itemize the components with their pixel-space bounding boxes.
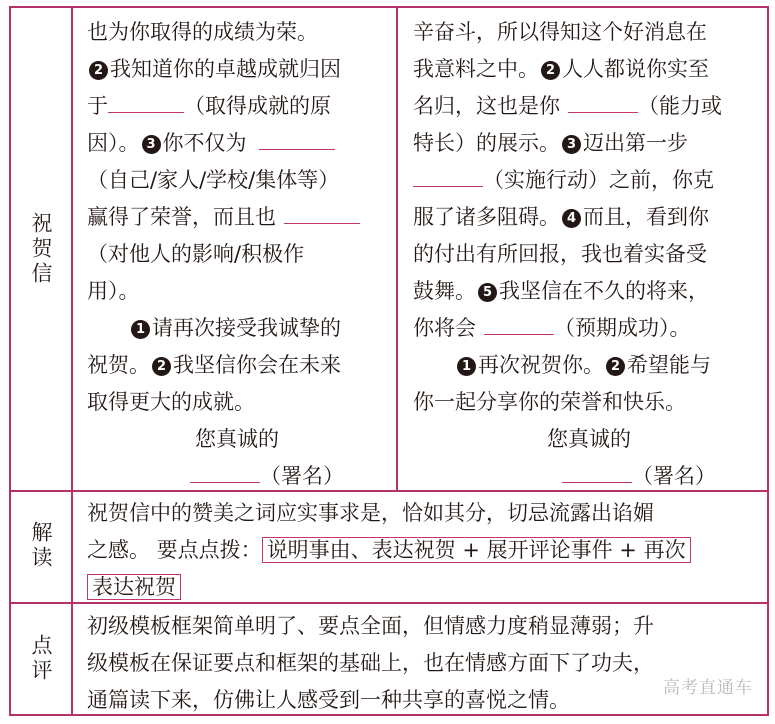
closing-line: 您真诚的 xyxy=(195,427,279,451)
fill-in-blank xyxy=(413,168,483,187)
text-line: 之感。 要点点拨： 说明事由、表达祝贺 + 展开评论事件 + 再次 xyxy=(87,532,767,569)
step-number-badge: 1 xyxy=(457,357,476,376)
key-points-highlight: 表达祝贺 xyxy=(87,574,181,600)
text-line: 特长）的展示。 3 迈出第一步 xyxy=(413,131,688,155)
watermark: 高考直通车 xyxy=(663,678,753,698)
text-line: 名归，这也是你 （能力或 xyxy=(413,94,722,118)
text-line: 级模板在保证要点和框架的基础上，也在情感方面下了功夫， xyxy=(87,651,654,675)
comment-text xyxy=(87,608,767,719)
text-line: 辛奋斗，所以得知这个好消息在 xyxy=(413,20,707,44)
text-line: 你一起分享你的荣誉和快乐。 xyxy=(413,390,686,414)
template-table xyxy=(9,6,769,716)
closing-line: 您真诚的 xyxy=(547,427,631,451)
text-line: 初级模板框架简单明了、要点全面，但情感力度稍显薄弱；升 xyxy=(87,614,654,638)
text-line: 服了诸多阻碍。 4 而且，看到你 xyxy=(413,205,709,229)
step-number-badge: 3 xyxy=(142,135,161,154)
text-line: 赢得了荣誉，而且也 xyxy=(87,199,387,236)
text-line: 取得更大的成就。 xyxy=(87,390,255,414)
text-line: 1 请再次接受我诚挚的 xyxy=(87,310,387,347)
fill-in-blank xyxy=(484,316,554,335)
text-line: （对他人的影响/积极作 xyxy=(87,242,305,266)
step-number-badge: 2 xyxy=(541,61,560,80)
row-label-interpret: 解读 xyxy=(29,521,53,571)
step-number-badge: 5 xyxy=(478,283,497,302)
advanced-template-text xyxy=(413,14,765,495)
fill-in-blank xyxy=(108,94,184,113)
content-column-divider xyxy=(396,8,398,490)
step-number-badge: 2 xyxy=(606,357,625,376)
step-number-badge: 3 xyxy=(562,135,581,154)
signature-line: （署名） xyxy=(87,458,387,495)
text-line: 通篇读下来，仿佛让人感受到一种共享的喜悦之情。 xyxy=(87,688,570,712)
text-line: 我意料之中。 2 人人都说你实至 xyxy=(413,57,709,81)
text-line: （实施行动）之前，你克 xyxy=(413,162,765,199)
key-points-highlight: 说明事由、表达祝贺 + 展开评论事件 + 再次 xyxy=(262,537,691,563)
step-number-badge: 2 xyxy=(89,61,108,80)
text-line: 你将会 （预期成功）。 xyxy=(413,316,691,340)
interpretation-text xyxy=(87,495,767,606)
text-line xyxy=(87,569,767,606)
text-line: 祝贺。 2 我坚信你会在未来 xyxy=(87,353,341,377)
step-number-badge: 2 xyxy=(152,357,171,376)
text-line: （自己/家人/学校/集体等） xyxy=(87,168,340,192)
step-number-badge: 4 xyxy=(562,209,581,228)
text-line: 因）。 3 你不仅为 xyxy=(87,125,387,162)
fill-in-blank xyxy=(562,464,632,483)
signature-line: （署名） xyxy=(413,458,765,495)
text-line: 2 我知道你的卓越成就归因 xyxy=(87,51,387,88)
text-line: 1 再次祝贺你。 2 希望能与 xyxy=(413,347,765,384)
text-line: 于 （取得成就的原 xyxy=(87,94,331,118)
label-column-divider xyxy=(71,8,73,714)
fill-in-blank xyxy=(568,94,638,113)
fill-in-blank xyxy=(190,464,260,483)
text-line: 用）。 xyxy=(87,279,140,303)
fill-in-blank xyxy=(284,205,360,224)
fill-in-blank xyxy=(259,131,335,150)
step-number-badge: 1 xyxy=(131,320,150,339)
row-label-letter: 祝贺信 xyxy=(29,211,53,287)
text-line: 的付出有所回报，我也着实备受 xyxy=(413,242,707,266)
basic-template-text xyxy=(87,14,387,495)
row-label-comment: 点评 xyxy=(29,634,53,684)
text-line: 祝贺信中的赞美之词应实事求是，恰如其分，切忌流露出谄媚 xyxy=(87,501,654,525)
text-line: 也为你取得的成绩为荣。 xyxy=(87,20,318,44)
text-line: 鼓舞。 5 我坚信在不久的将来， xyxy=(413,279,709,303)
